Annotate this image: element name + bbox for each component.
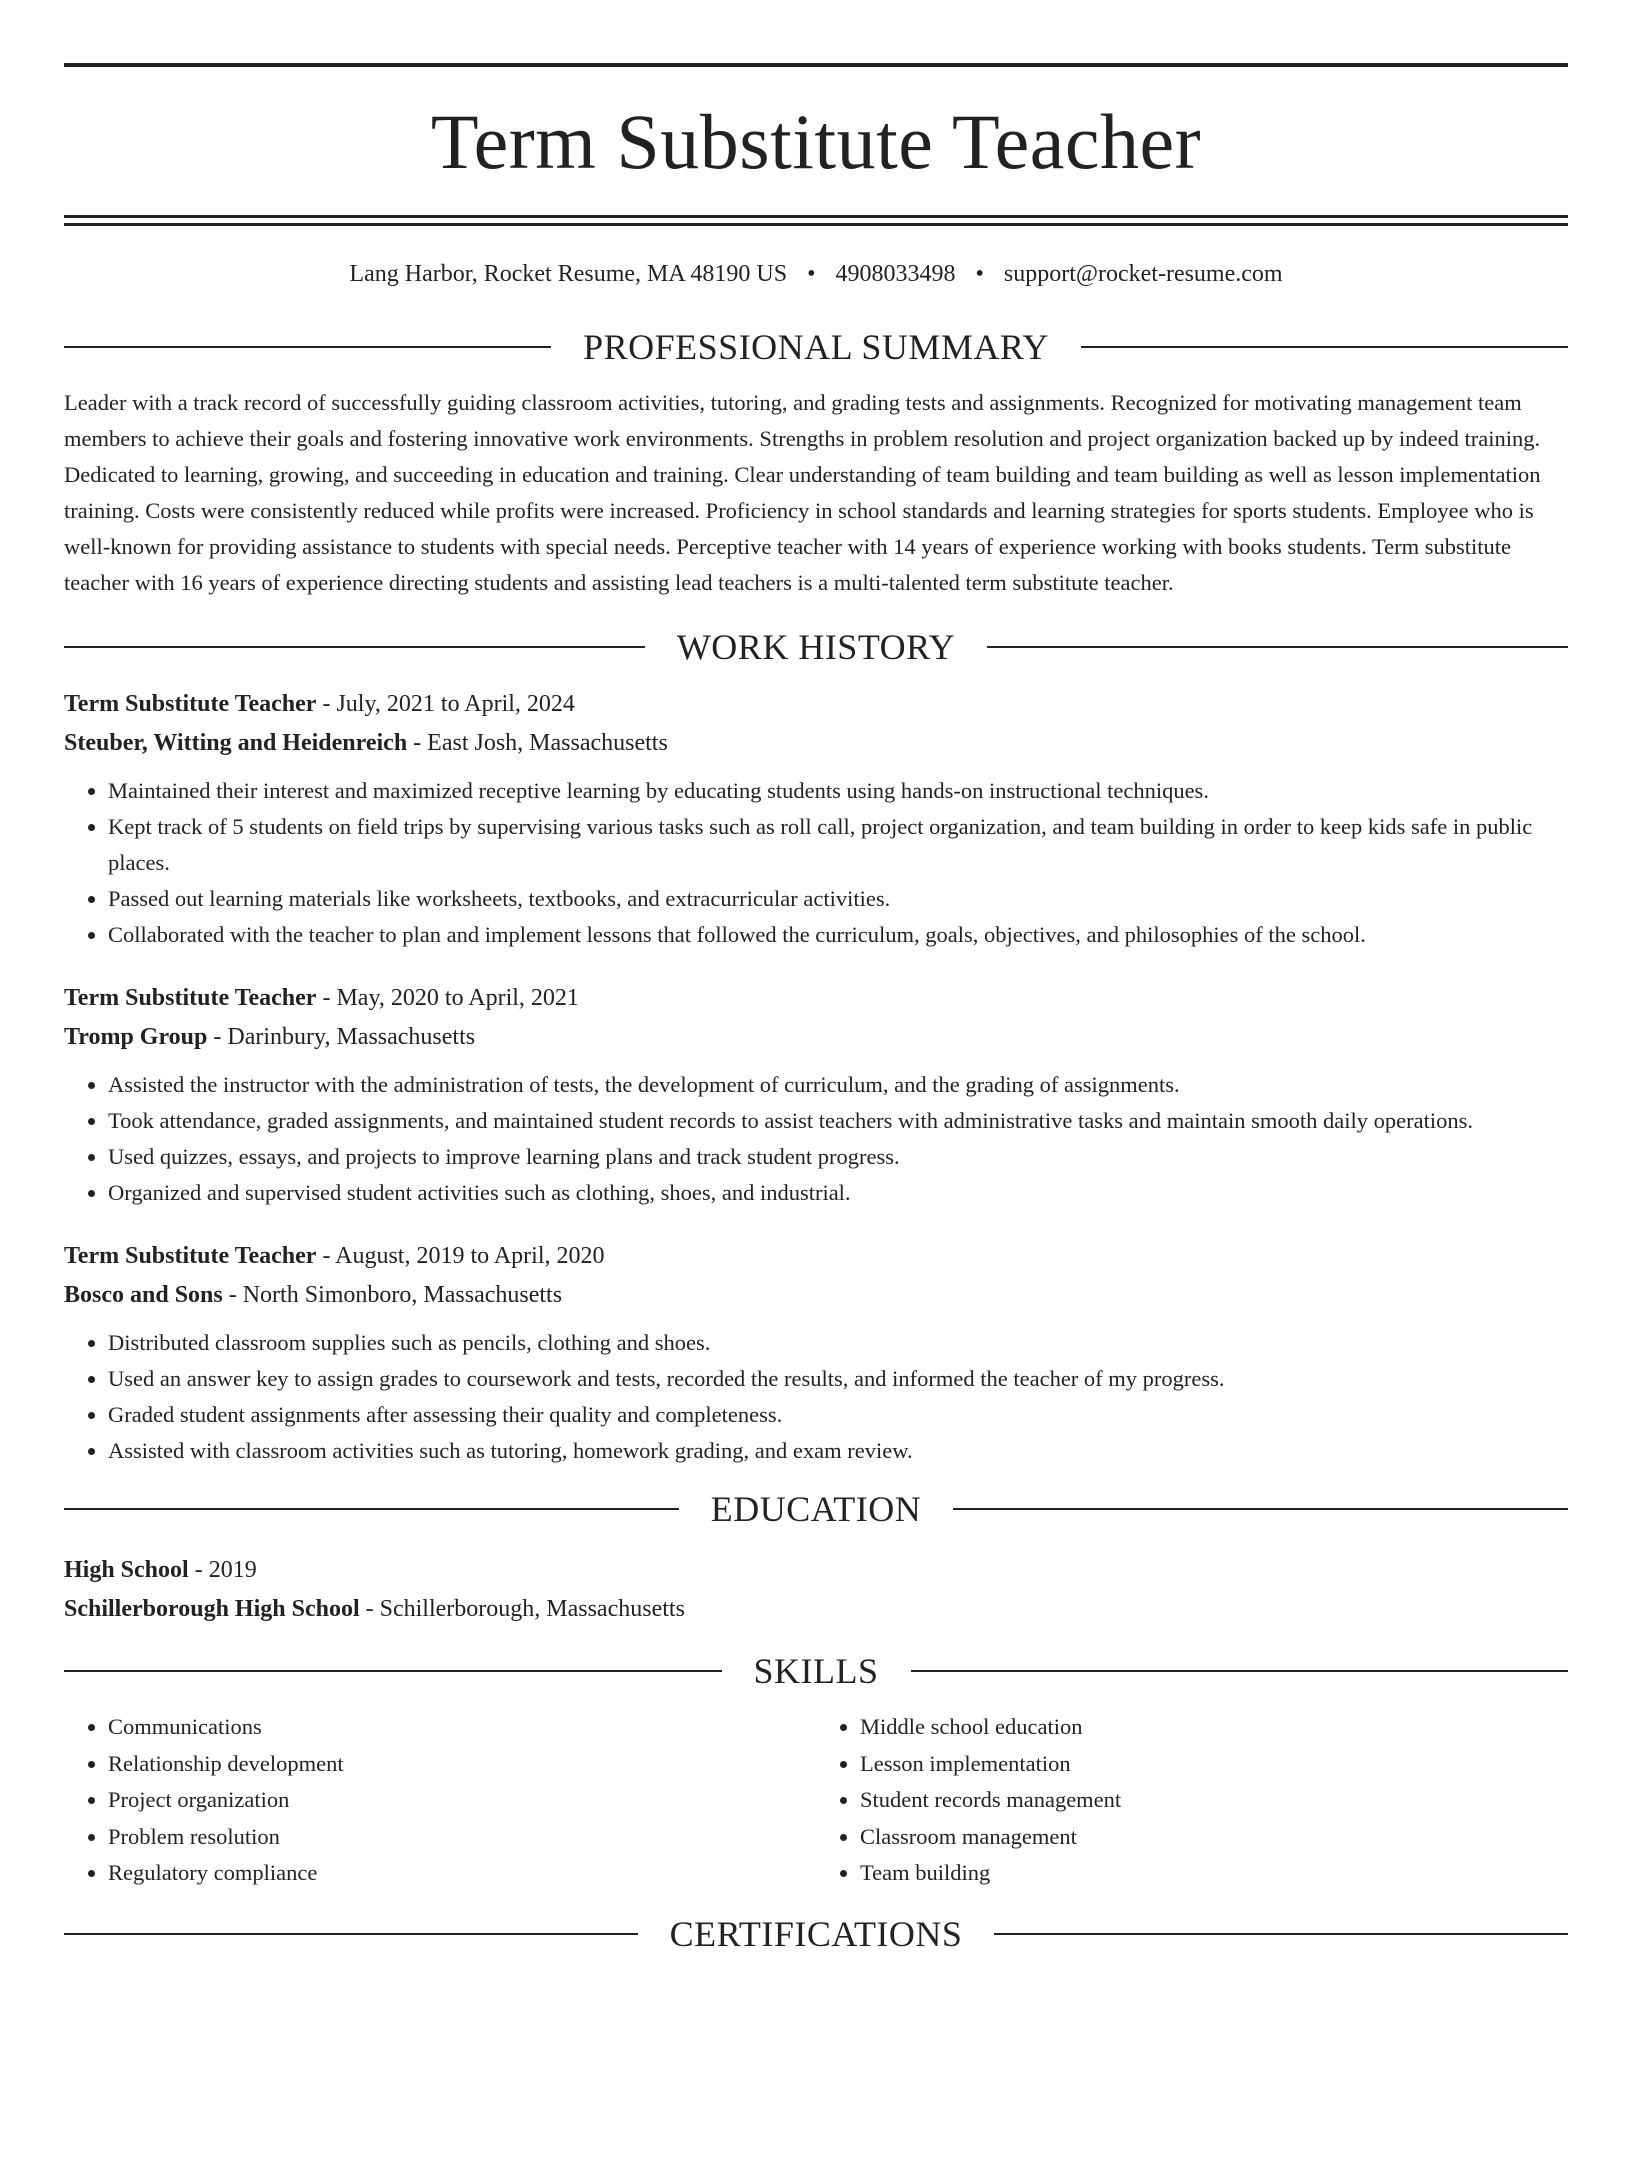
section-header-skills [64,1651,1568,1691]
job-bullet: • Organized and supervised student activities such as clothing, shoes, and industrial. [108,1175,1568,1211]
job-dates: - May, 2020 to April, 2021 [316,985,579,1011]
job-entry [64,685,1568,953]
section-rule [994,1933,1568,1935]
section-header-summary [64,327,1568,367]
job-bullet: • Assisted the instructor with the administration of tests, the development of curriculum, and the grading of assignments. [108,1067,1568,1103]
section-rule [64,1508,679,1510]
summary-paragraph: Leader with a track record of successfully guiding classroom activities, tutoring, and grading tests and assignments. Recognized for motivating management team members to achieve their goals and fostering innovative work environments. Strengths in problem resolution and project organization backed up by indeed training. Dedicated to learning, growing, and succeeding in education and training. Clear understanding of team building and team building as well as lesson implementation training. Costs were consistently reduced while profits were increased. Proficiency in school standards and learning strategies for sports students. Employee who is well-known for providing assistance to students with special needs. Perceptive teacher with 14 years of experience working with books students. Term substitute teacher with 16 years of experience directing students and assisting lead teachers is a multi-talented term substitute teacher. [64,390,1541,595]
job-bullet: • Distributed classroom supplies such as pencils, clothing and shoes. [108,1325,1568,1361]
skill-item: • Problem resolution [108,1819,816,1856]
section-header-education [64,1489,1568,1529]
skill-item: • Project organization [108,1782,816,1819]
job-company: Steuber, Witting and Heidenreich [64,730,408,756]
header-double-rule [64,215,1568,226]
job-company: Bosco and Sons [64,1282,223,1308]
section-rule [64,646,645,648]
section-title-certifications: CERTIFICATIONS [669,1913,963,1954]
job-dates: - July, 2021 to April, 2024 [316,691,575,717]
education-year: - 2019 [188,1557,257,1583]
skill-item: • Middle school education [860,1709,1568,1746]
job-company-line [64,1018,1568,1057]
job-location: - Darinbury, Massachusetts [207,1024,476,1050]
job-bullet: • Passed out learning materials like worksheets, textbooks, and extracurricular activities. [108,881,1568,917]
job-bullet: • Took attendance, graded assignments, and maintained student records to assist teachers with administrative tasks and maintain smooth daily operations. [108,1103,1568,1139]
job-title: Term Substitute Teacher [64,985,317,1011]
section-title-education: EDUCATION [710,1489,922,1529]
contact-address: Lang Harbor, Rocket Resume, MA 48190 US [349,261,788,287]
contact-line [64,259,1568,289]
education-degree-line [64,1551,1568,1590]
skills-column-right [816,1709,1568,1892]
section-rule [987,646,1568,648]
section-rule [953,1508,1568,1510]
skill-item: • Regulatory compliance [108,1855,816,1892]
job-bullet: • Kept track of 5 students on field trips by supervising various tasks such as roll call, project organization, and team building in order to keep kids safe in public places. [108,809,1568,881]
education-school-line [64,1590,1568,1629]
section-title-work: WORK HISTORY [676,627,956,667]
job-entry [64,979,1568,1211]
skill-item: • Relationship development [108,1746,816,1783]
top-rule [64,63,1568,67]
job-bullet: • Collaborated with the teacher to plan and implement lessons that followed the curriculum, goals, objectives, and philosophies of the school. [108,917,1568,953]
job-bullet: • Graded student assignments after assessing their quality and completeness. [108,1397,1568,1433]
resume-name: Term Substitute Teacher [430,98,1202,185]
contact-separator: • [975,261,984,287]
job-bullet: • Used quizzes, essays, and projects to improve learning plans and track student progress. [108,1139,1568,1175]
job-bullets [64,1067,1568,1211]
education-school: Schillerborough High School [64,1596,360,1622]
job-title: Term Substitute Teacher [64,1243,317,1269]
contact-separator: • [807,261,816,287]
contact-email: support@rocket-resume.com [1003,261,1283,287]
job-bullet: • Maintained their interest and maximized receptive learning by educating students using hands-on instructional techniques. [108,773,1568,809]
job-title-line [64,1237,1568,1276]
skills-column-left [64,1709,816,1892]
education-degree: High School [64,1557,189,1583]
section-rule [64,1670,722,1672]
job-company-line [64,724,1568,763]
job-company: Tromp Group [64,1024,208,1050]
section-rule [1081,346,1568,348]
contact-phone: 4908033498 [835,261,956,287]
job-bullets [64,773,1568,953]
section-header-work [64,627,1568,667]
section-header-certifications [64,1914,1568,1954]
job-entry [64,1237,1568,1469]
skill-item: • Communications [108,1709,816,1746]
job-location: - North Simonboro, Massachusetts [222,1282,563,1308]
job-location: - East Josh, Massachusetts [407,730,668,756]
section-rule [64,346,551,348]
skill-item: • Team building [860,1855,1568,1892]
job-dates: - August, 2019 to April, 2020 [316,1243,605,1269]
job-title: Term Substitute Teacher [64,691,317,717]
section-title-skills: SKILLS [753,1651,879,1691]
skills-list [64,1709,1568,1892]
job-bullet: • Used an answer key to assign grades to coursework and tests, recorded the results, and informed the teacher of my progress. [108,1361,1568,1397]
job-title-line [64,979,1568,1018]
job-title-line [64,685,1568,724]
resume-page [0,63,1632,2175]
section-title-summary: PROFESSIONAL SUMMARY [583,327,1049,367]
section-rule [64,1933,638,1935]
job-bullet: • Assisted with classroom activities such as tutoring, homework grading, and exam review. [108,1433,1568,1469]
job-bullets [64,1325,1568,1469]
job-company-line [64,1276,1568,1315]
skill-item: • Classroom management [860,1819,1568,1856]
section-rule [911,1670,1569,1672]
education-entry [64,1551,1568,1629]
skill-item: • Student records management [860,1782,1568,1819]
education-location: - Schillerborough, Massachusetts [359,1596,685,1622]
skill-item: • Lesson implementation [860,1746,1568,1783]
